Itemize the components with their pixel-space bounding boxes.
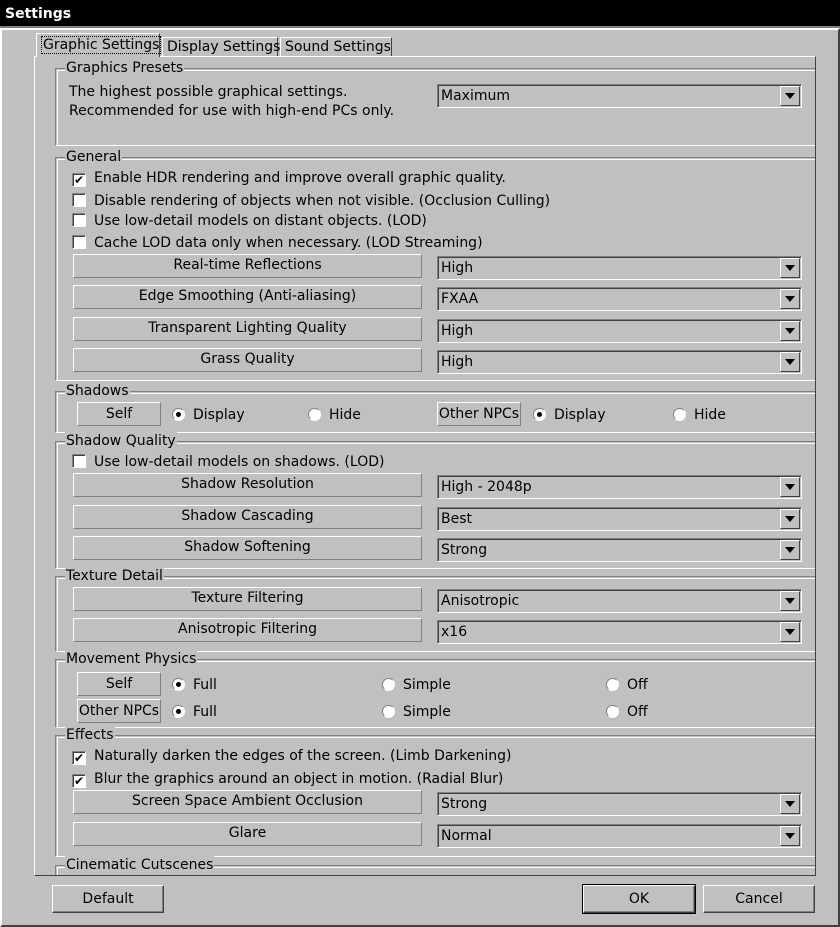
radio-npc-shadow-display[interactable]	[533, 406, 606, 424]
radio-off-icon[interactable]	[673, 408, 686, 421]
chevron-down-icon[interactable]	[780, 622, 800, 642]
setting-label-shadow-softening: Shadow Softening	[73, 536, 422, 560]
radio-off-icon[interactable]	[382, 705, 395, 718]
radio-off-icon[interactable]	[606, 678, 619, 691]
radio-label: Display	[193, 407, 245, 423]
select-value: Best	[441, 511, 473, 527]
setting-label-shadow-resolution: Shadow Resolution	[73, 473, 422, 497]
select-value: Anisotropic	[441, 593, 520, 609]
checkbox-box[interactable]: ✔	[73, 173, 85, 187]
cancel-button[interactable]: Cancel	[703, 885, 815, 913]
setting-label-texture-filtering: Texture Filtering	[73, 587, 422, 611]
setting-label-shadow-cascading: Shadow Cascading	[73, 505, 422, 529]
select-transparent-lighting[interactable]	[437, 319, 802, 343]
checkbox-label: Cache LOD data only when necessary. (LOD Streaming)	[94, 235, 483, 251]
radio-label: Simple	[403, 704, 451, 720]
preset-description-line1: The highest possible graphical settings.	[69, 84, 348, 100]
shadows-self-label: Self	[77, 402, 161, 426]
select-value: x16	[441, 624, 468, 640]
checkbox-shadow-lod[interactable]	[72, 453, 384, 471]
setting-label-grass-quality: Grass Quality	[73, 348, 422, 372]
radio-npc-physics-full[interactable]	[172, 703, 217, 721]
chevron-down-icon[interactable]	[780, 258, 800, 278]
shadows-npc-label: Other NPCs	[437, 402, 521, 426]
select-value: Normal	[441, 828, 492, 844]
chevron-down-icon[interactable]	[780, 321, 800, 341]
physics-npc-label: Other NPCs	[77, 699, 161, 723]
group-legend: Shadows	[66, 383, 129, 399]
checkbox-lod[interactable]	[72, 212, 427, 230]
checkbox-label: Blur the graphics around an object in motion. (Radial Blur)	[94, 771, 504, 787]
ok-button[interactable]: OK	[583, 885, 695, 913]
group-shadow-quality	[55, 433, 815, 569]
tab-graphic-settings[interactable]	[36, 33, 160, 57]
radio-label: Simple	[403, 677, 451, 693]
select-value: Strong	[441, 796, 488, 812]
select-value: Maximum	[441, 88, 510, 104]
radio-on-icon[interactable]	[172, 408, 185, 421]
checkbox-hdr[interactable]	[72, 169, 506, 187]
radio-self-physics-off[interactable]	[606, 676, 648, 694]
select-shadow-resolution[interactable]	[437, 475, 802, 499]
radio-npc-physics-off[interactable]	[606, 703, 648, 721]
checkbox-box[interactable]	[72, 454, 86, 468]
group-legend: Movement Physics	[66, 651, 197, 667]
select-value: Strong	[441, 542, 488, 558]
physics-self-label: Self	[77, 672, 161, 696]
radio-label: Off	[627, 677, 648, 693]
checkbox-occlusion-culling[interactable]	[72, 192, 550, 210]
radio-on-icon[interactable]	[172, 678, 185, 691]
checkbox-label: Naturally darken the edges of the screen. (Limb Darkening)	[94, 748, 512, 764]
radio-off-icon[interactable]	[308, 408, 321, 421]
select-glare[interactable]	[437, 824, 802, 848]
group-graphics-presets	[55, 60, 815, 146]
radio-self-shadow-hide[interactable]	[308, 406, 361, 424]
tab-label: Graphic Settings	[43, 37, 160, 53]
checkbox-label: Enable HDR rendering and improve overall graphic quality.	[94, 170, 506, 186]
checkbox-label: Use low-detail models on distant objects. (LOD)	[94, 213, 427, 229]
group-legend: Shadow Quality	[66, 433, 176, 449]
radio-on-icon[interactable]	[533, 408, 546, 421]
radio-off-icon[interactable]	[606, 705, 619, 718]
radio-label: Off	[627, 704, 648, 720]
window-title: Settings	[0, 0, 840, 28]
checkbox-box[interactable]	[72, 213, 86, 227]
chevron-down-icon[interactable]	[780, 477, 800, 497]
setting-label-reflections: Real-time Reflections	[73, 254, 422, 278]
group-shadows	[55, 383, 815, 433]
checkbox-box[interactable]	[72, 193, 86, 207]
chevron-down-icon[interactable]	[780, 591, 800, 611]
chevron-down-icon[interactable]	[780, 289, 800, 309]
settings-panel	[34, 56, 816, 876]
chevron-down-icon[interactable]	[780, 826, 800, 846]
select-shadow-softening[interactable]	[437, 538, 802, 562]
group-texture-detail	[55, 568, 815, 652]
radio-label: Full	[193, 704, 217, 720]
setting-label-ssao: Screen Space Ambient Occlusion	[73, 790, 422, 814]
select-value: High	[441, 260, 474, 276]
setting-label-glare: Glare	[73, 822, 422, 846]
select-anisotropic-filtering[interactable]	[437, 620, 802, 644]
checkbox-limb-darkening[interactable]	[72, 747, 511, 765]
checkbox-box[interactable]: ✔	[73, 751, 85, 765]
tab-sound-settings[interactable]: Sound Settings	[280, 37, 392, 57]
select-value: High - 2048p	[441, 479, 532, 495]
checkbox-label: Disable rendering of objects when not visible. (Occlusion Culling)	[94, 193, 551, 209]
tab-display-settings[interactable]: Display Settings	[162, 37, 278, 57]
default-button[interactable]: Default	[52, 885, 164, 913]
select-anti-aliasing[interactable]	[437, 287, 802, 311]
select-value: High	[441, 354, 474, 370]
preset-select[interactable]	[437, 84, 802, 108]
group-movement-physics	[55, 651, 815, 728]
radio-off-icon[interactable]	[382, 678, 395, 691]
radio-self-physics-full[interactable]	[172, 676, 217, 694]
chevron-down-icon[interactable]	[780, 509, 800, 529]
select-value: High	[441, 323, 474, 339]
chevron-down-icon[interactable]	[780, 794, 800, 814]
radio-self-physics-simple[interactable]	[382, 676, 451, 694]
radio-npc-physics-simple[interactable]	[382, 703, 451, 721]
radio-label: Display	[554, 407, 606, 423]
select-texture-filtering[interactable]	[437, 589, 802, 613]
chevron-down-icon[interactable]	[780, 540, 800, 560]
group-cinematic-cutscenes	[55, 857, 815, 876]
setting-label-transparent-lighting: Transparent Lighting Quality	[73, 317, 422, 341]
select-ssao[interactable]	[437, 792, 802, 816]
radio-label: Hide	[694, 407, 726, 423]
checkbox-label: Use low-detail models on shadows. (LOD)	[94, 454, 385, 470]
select-grass-quality[interactable]	[437, 350, 802, 374]
checkbox-radial-blur[interactable]	[72, 770, 503, 788]
select-shadow-cascading[interactable]	[437, 507, 802, 531]
group-legend: Cinematic Cutscenes	[66, 857, 214, 873]
radio-self-shadow-display[interactable]	[172, 406, 245, 424]
group-legend: Effects	[66, 727, 114, 743]
group-legend: Texture Detail	[66, 568, 163, 584]
radio-npc-shadow-hide[interactable]	[673, 406, 726, 424]
checkbox-lod-streaming[interactable]	[72, 234, 483, 252]
select-reflections[interactable]	[437, 256, 802, 280]
chevron-down-icon[interactable]	[780, 352, 800, 372]
radio-label: Full	[193, 677, 217, 693]
group-legend: Graphics Presets	[66, 60, 184, 76]
radio-on-icon[interactable]	[172, 705, 185, 718]
preset-description-line2: Recommended for use with high-end PCs only.	[69, 103, 395, 119]
group-legend: General	[66, 149, 122, 165]
checkbox-box[interactable]	[72, 235, 86, 249]
select-value: FXAA	[441, 291, 479, 307]
setting-label-anisotropic-filtering: Anisotropic Filtering	[73, 618, 422, 642]
group-effects	[55, 727, 815, 857]
setting-label-anti-aliasing: Edge Smoothing (Anti-aliasing)	[73, 285, 422, 309]
group-general	[55, 149, 815, 381]
radio-label: Hide	[329, 407, 361, 423]
chevron-down-icon[interactable]	[780, 86, 800, 106]
checkbox-box[interactable]: ✔	[73, 774, 85, 788]
